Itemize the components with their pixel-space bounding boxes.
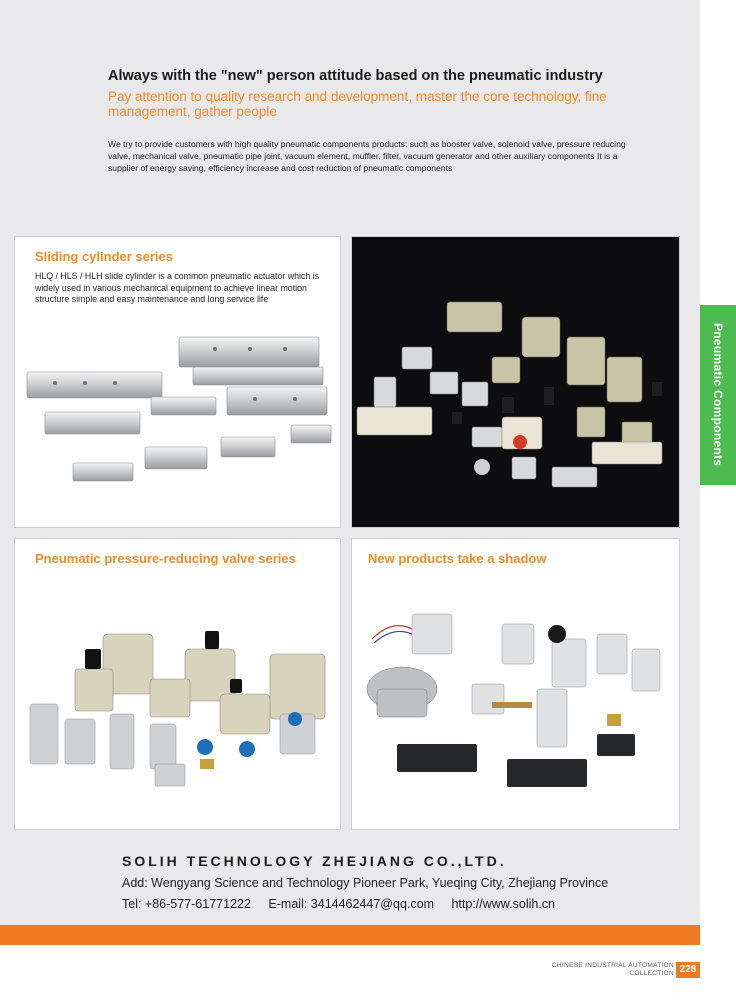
sliding-cylinder-description: HLQ / HLS / HLH slide cylinder is a common pneumatic actuator which is widely used in various mechanical equipment to achieve linear motion structure simple and easy maintenance and long service life xyxy=(35,271,320,304)
sliding-cylinder-title: Sliding cylinder series xyxy=(35,249,173,264)
email-link[interactable]: E-mail: 3414462447@qq.com xyxy=(268,897,434,911)
telephone: Tel: +86-577-61771222 xyxy=(122,897,251,911)
footer-bar xyxy=(0,925,700,945)
company-address: Add: Wengyang Science and Technology Pioneer Park, Yueqing City, Zhejiang Province xyxy=(122,876,609,890)
page-number: 228 xyxy=(676,962,700,978)
pneumatic-products-photo xyxy=(352,237,680,528)
new-products-title: New products take a shadow xyxy=(368,551,547,566)
company-name: SOLIH TECHNOLOGY ZHEJIANG CO.,LTD. xyxy=(122,853,507,869)
pressure-valve-panel xyxy=(14,538,341,830)
collection-label xyxy=(552,962,674,978)
pressure-valve-illustration xyxy=(15,539,341,830)
section-tab-label: Pneumatic Components xyxy=(711,323,725,467)
page-headline: Always with the "new" person attitude based on the pneumatic industry xyxy=(108,68,603,84)
website-link[interactable]: http://www.solih.cn xyxy=(451,897,555,911)
contact-line xyxy=(122,897,569,911)
product-photo-panel xyxy=(351,236,680,528)
collection-label-line1: CHINESE INDUSTRIAL AUTOMATION xyxy=(552,962,674,969)
pressure-valve-title: Pneumatic pressure-reducing valve series xyxy=(35,551,296,566)
sliding-cylinder-panel xyxy=(14,236,341,528)
collection-label-line2: COLLECTION xyxy=(629,970,674,977)
page-subheadline: Pay attention to quality research and development, master the core technology, fine management, gather people xyxy=(108,89,607,119)
intro-paragraph: We try to provide customers with high quality pneumatic components products: such as booster valve, solenoid valve, pressure reducing valve, mechanical valve, pneumatic pipe joint, vacuum element, muffler, filter, vacuum generator and other auxiliary components It is a supplier of energy saving, efficiency increase and cost reduction of pneumatic components xyxy=(108,139,626,173)
new-products-panel xyxy=(351,538,680,830)
new-products-illustration xyxy=(352,539,680,830)
section-tab[interactable] xyxy=(700,305,736,485)
right-margin xyxy=(700,0,736,1000)
sliding-cylinder-illustration xyxy=(15,237,341,528)
